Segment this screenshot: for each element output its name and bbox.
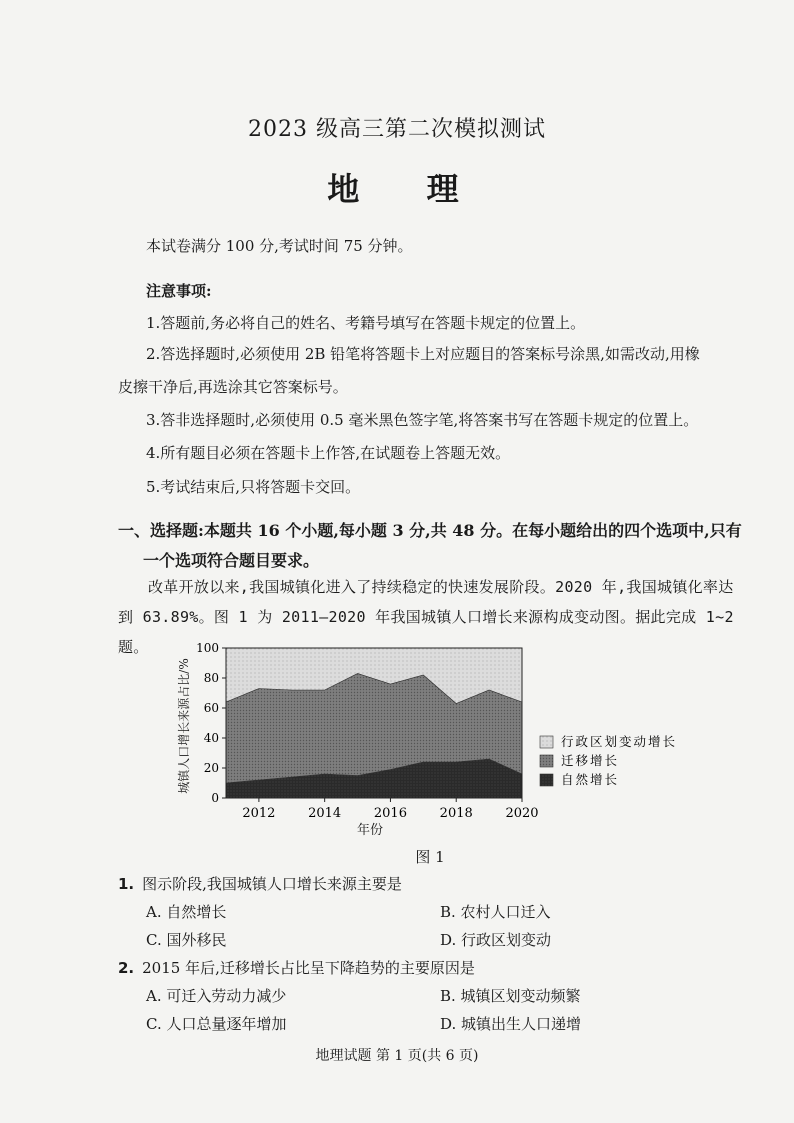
x-tick-label: 2016 bbox=[373, 806, 407, 821]
notice-item: 2.答选择题时,必须使用 2B 铅笔将答题卡上对应题目的答案标号涂黑,如需改动,用橡 bbox=[146, 345, 700, 363]
notice-item: 1.答题前,务必将自己的姓名、考籍号填写在答题卡规定的位置上。 bbox=[146, 314, 586, 332]
y-tick-label: 20 bbox=[203, 761, 219, 775]
legend-swatch bbox=[540, 736, 553, 748]
legend-swatch bbox=[540, 774, 553, 786]
legend-label: 自然增长 bbox=[561, 772, 620, 787]
x-axis-label: 年份 bbox=[356, 823, 384, 838]
y-axis-label: 城镇人口增长来源占比/% bbox=[177, 658, 191, 794]
option-d[interactable]: D. 城镇出生人口递增 bbox=[440, 1015, 582, 1033]
question-stem: 图示阶段,我国城镇人口增长来源主要是 bbox=[142, 875, 402, 893]
option-c[interactable]: C. 国外移民 bbox=[146, 931, 227, 949]
section-heading-line: 一个选项符合题目要求。 bbox=[143, 551, 320, 570]
page-footer: 地理试题 第 1 页(共 6 页) bbox=[315, 1048, 479, 1064]
section-heading-line: 一、选择题:本题共 16 个小题,每小题 3 分,共 48 分。在每小题给出的四个选项中,只有 bbox=[118, 521, 742, 540]
option-c[interactable]: C. 人口总量逐年增加 bbox=[146, 1015, 287, 1033]
option-b[interactable]: B. 农村人口迁入 bbox=[440, 903, 551, 921]
question-2 bbox=[118, 957, 475, 979]
x-tick-label: 2018 bbox=[439, 806, 473, 821]
question-stem: 2015 年后,迁移增长占比呈下降趋势的主要原因是 bbox=[142, 959, 475, 977]
passage-line: 到 63.89%。图 1 为 2011—2020 年我国城镇人口增长来源构成变动图。据此完成 1~2 题。 bbox=[118, 608, 734, 656]
notice-item-continued: 皮擦干净后,再选涂其它答案标号。 bbox=[118, 378, 348, 396]
option-d[interactable]: D. 行政区划变动 bbox=[440, 931, 552, 949]
section-heading bbox=[118, 516, 758, 576]
x-tick-label: 2020 bbox=[505, 806, 539, 821]
exam-title: 2023 级高三第二次模拟测试 bbox=[248, 117, 546, 142]
question-number: 2. bbox=[118, 959, 135, 977]
notice-title: 注意事项: bbox=[146, 282, 212, 300]
subject-title: 地 理 bbox=[327, 170, 487, 208]
legend-swatch bbox=[540, 755, 553, 767]
passage-line: 改革开放以来,我国城镇化进入了持续稳定的快速发展阶段。2020 年,我国城镇化率达 bbox=[148, 578, 734, 596]
option-a[interactable]: A. 可迁入劳动力减少 bbox=[146, 987, 287, 1005]
x-tick-label: 2014 bbox=[308, 806, 342, 821]
notice-item: 4.所有题目必须在答题卡上作答,在试题卷上答题无效。 bbox=[146, 444, 511, 462]
notice-item: 5.考试结束后,只将答题卡交回。 bbox=[146, 478, 361, 496]
y-tick-label: 0 bbox=[211, 791, 219, 805]
y-tick-label: 80 bbox=[203, 671, 219, 685]
notice-item: 3.答非选择题时,必须使用 0.5 毫米黑色签字笔,将答案书写在答题卡规定的位置上。 bbox=[146, 411, 699, 429]
y-tick-label: 40 bbox=[203, 731, 219, 745]
x-tick-label: 2012 bbox=[242, 806, 276, 821]
option-b[interactable]: B. 城镇区划变动频繁 bbox=[440, 987, 581, 1005]
question-number: 1. bbox=[118, 875, 135, 893]
legend-label: 行政区划变动增长 bbox=[561, 734, 678, 749]
exam-intro: 本试卷满分 100 分,考试时间 75 分钟。 bbox=[146, 237, 413, 255]
question-1 bbox=[118, 873, 402, 895]
population-growth-chart bbox=[170, 640, 730, 845]
y-tick-label: 100 bbox=[196, 641, 219, 655]
figure-label: 图 1 bbox=[415, 848, 445, 866]
option-a[interactable]: A. 自然增长 bbox=[146, 903, 227, 921]
y-tick-label: 60 bbox=[203, 701, 219, 715]
legend-label: 迁移增长 bbox=[561, 753, 620, 768]
